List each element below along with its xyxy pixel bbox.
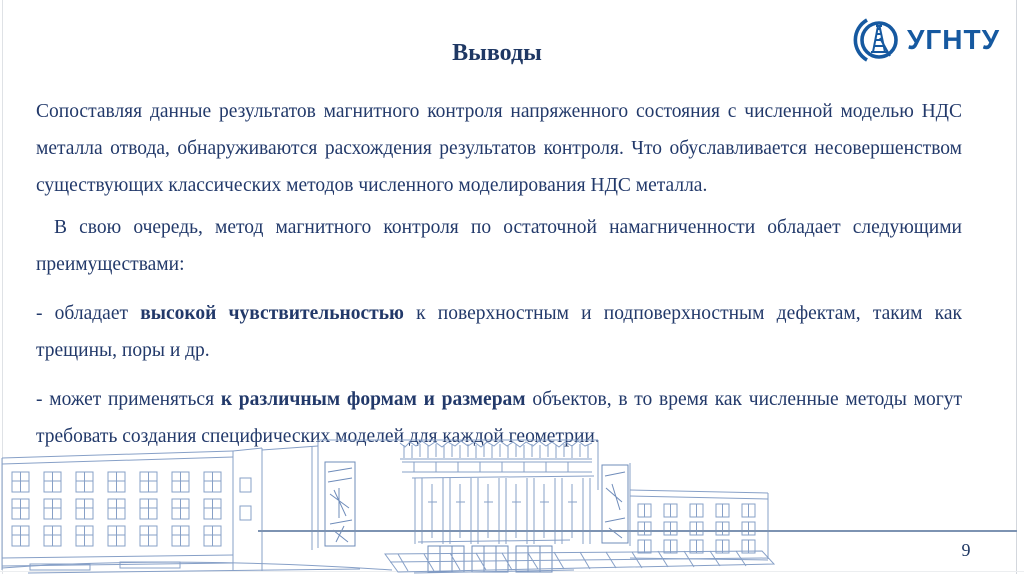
text-run: Сопоставляя данные результатов магнитного контроля напряженного состояния с численной моделью НДС металла отвода, обнаруживаются расхождения результатов контроля. Что обуславливается несовершенством существующих классических методов численного моделирования НДС металла. [36, 101, 962, 196]
body-text [36, 93, 962, 467]
footer-divider-line [258, 530, 1017, 532]
body-paragraph [36, 209, 962, 283]
page-number: 9 [961, 540, 971, 560]
text-run: к поверхностным и подповерхностным дефектам, таким как трещины, поры и др. [36, 303, 962, 361]
logo-text: УГНТУ [906, 24, 1000, 55]
text-run: - обладает [36, 303, 141, 324]
bold-text-run: к различным формам и размерам [220, 389, 526, 410]
university-logo [852, 16, 1000, 64]
bold-text-run: высокой чувствительностью [140, 303, 404, 324]
body-paragraph [36, 295, 962, 369]
text-run: объектов, в то время как численные методы могут требовать создания специфических моделей для каждой геометрии. [36, 389, 963, 447]
body-paragraph [36, 93, 962, 204]
slide-title: Выводы [452, 40, 542, 66]
text-run: - может применяться [36, 389, 221, 410]
oil-derrick-emblem-icon [852, 16, 900, 64]
university-building-illustration [0, 438, 780, 574]
text-run: В свою очередь, метод магнитного контроля по остаточной намагниченности обладает следующими преимуществами: [36, 217, 962, 275]
slide-right-edge-line [1016, 0, 1017, 574]
